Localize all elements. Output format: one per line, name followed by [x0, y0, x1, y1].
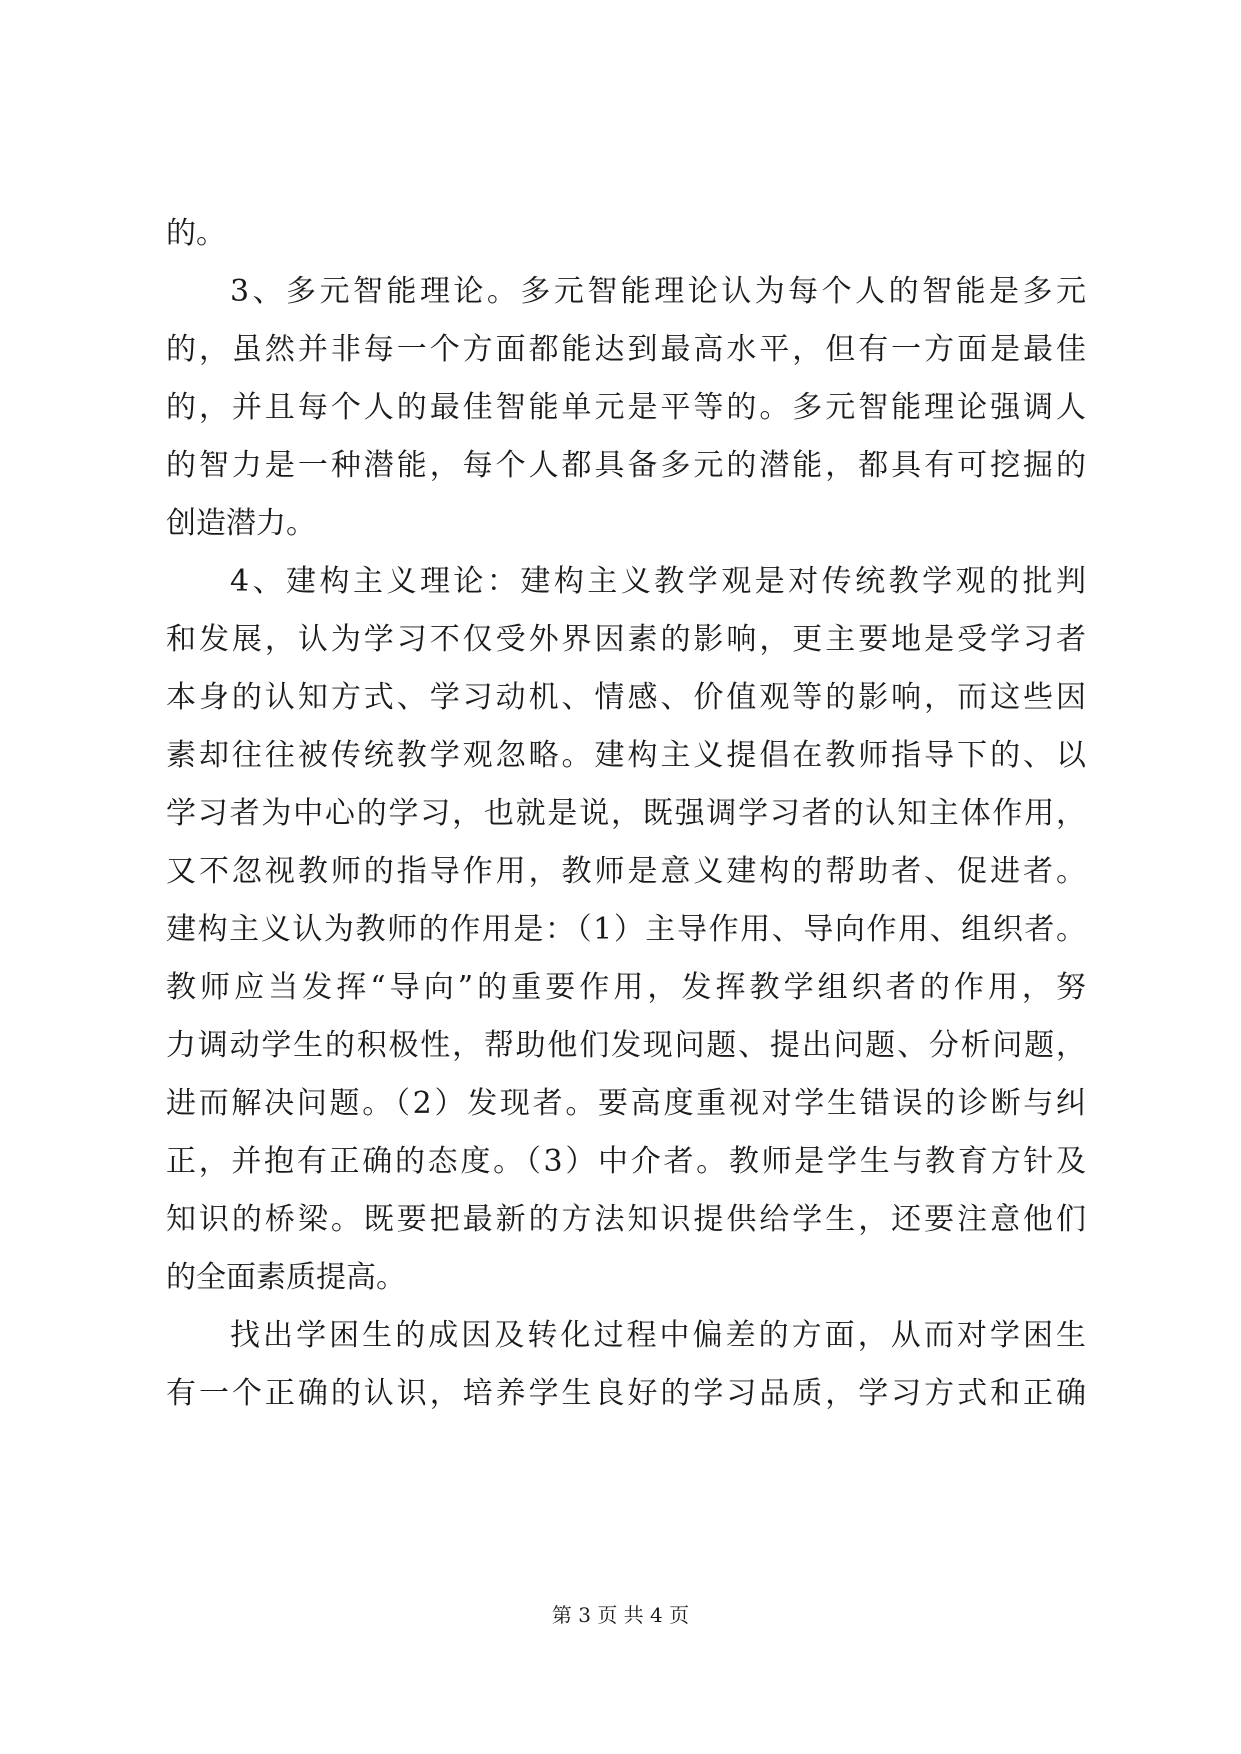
page-number-footer: 第 3 页 共 4 页 — [551, 1603, 690, 1627]
text-line: 找出学困生的成因及转化过程中偏差的方面，从而对学困生 — [230, 1318, 1086, 1353]
text-line: 3、多元智能理论。多元智能理论认为每个人的智能是多元 — [230, 274, 1086, 309]
text-line: 4、建构主义理论：建构主义教学观是对传统教学观的批判 — [230, 564, 1086, 599]
text-line: 的全面素质提高。 — [166, 1260, 406, 1295]
text-line: 创造潜力。 — [166, 506, 316, 541]
text-line: 素却往往被传统教学观忽略。建构主义提倡在教师指导下的、以 — [166, 738, 1086, 773]
text-line: 的，虽然并非每一个方面都能达到最高水平，但有一方面是最佳 — [166, 332, 1086, 367]
text-line: 学习者为中心的学习，也就是说，既强调学习者的认知主体作用， — [166, 796, 1086, 831]
text-line: 正，并抱有正确的态度。（3）中介者。教师是学生与教育方针及 — [166, 1144, 1086, 1179]
text-line: 教师应当发挥“导向”的重要作用，发挥教学组织者的作用，努 — [166, 970, 1086, 1005]
text-line: 的。 — [166, 216, 226, 251]
text-line: 的，并且每个人的最佳智能单元是平等的。多元智能理论强调人 — [166, 390, 1086, 425]
text-line: 的智力是一种潜能，每个人都具备多元的潜能，都具有可挖掘的 — [166, 448, 1086, 483]
text-line: 知识的桥梁。既要把最新的方法知识提供给学生，还要注意他们 — [166, 1202, 1086, 1237]
text-line: 建构主义认为教师的作用是：（1）主导作用、导向作用、组织者。 — [166, 912, 1086, 947]
text-line: 和发展，认为学习不仅受外界因素的影响，更主要地是受学习者 — [166, 622, 1086, 657]
text-line: 有一个正确的认识，培养学生良好的学习品质，学习方式和正确 — [166, 1376, 1086, 1411]
text-line: 力调动学生的积极性，帮助他们发现问题、提出问题、分析问题， — [166, 1028, 1086, 1063]
text-line: 又不忽视教师的指导作用，教师是意义建构的帮助者、促进者。 — [166, 854, 1086, 889]
text-line: 进而解决问题。（2）发现者。要高度重视对学生错误的诊断与纠 — [166, 1086, 1086, 1121]
text-line: 本身的认知方式、学习动机、情感、价值观等的影响，而这些因 — [166, 680, 1086, 715]
